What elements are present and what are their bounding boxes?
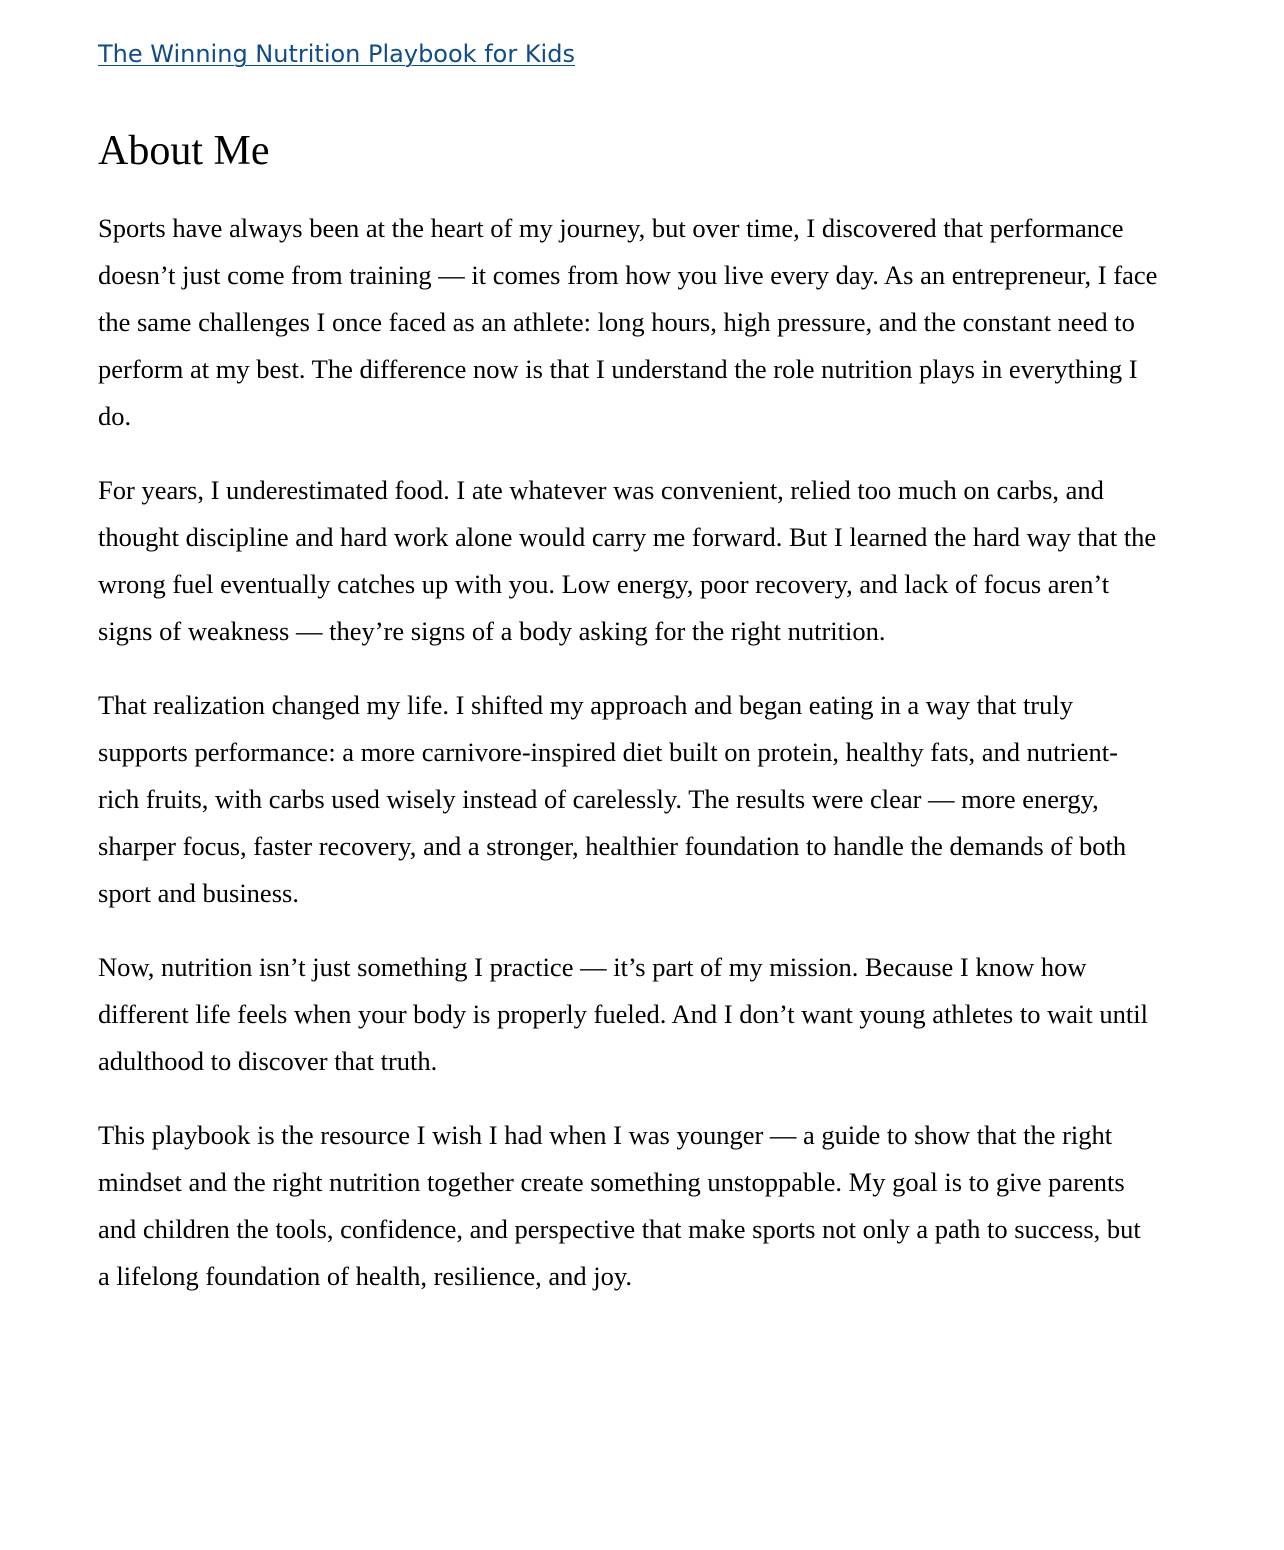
paragraph-5: This playbook is the resource I wish I had when I was younger — a guide to show that the right mindset and the right nutrition together create something unstoppable. My goal is to give parents and children the tools, confidence, and perspective that make sports not only a path to success, but a lifelong foundation of health, resilience, and joy. xyxy=(98,1120,1141,1291)
paragraph-4: Now, nutrition isn’t just something I practice — it’s part of my mission. Because I know how different life feels when your body is properly fueled. And I don’t want young athletes to wait until adulthood to discover that truth. xyxy=(98,952,1148,1076)
about-body xyxy=(98,205,1158,1327)
paragraph-2: For years, I underestimated food. I ate whatever was convenient, relied too much on carbs, and thought discipline and hard work alone would carry me forward. But I learned the hard way that the wrong fuel eventually catches up with you. Low energy, poor recovery, and lack of focus aren’t signs of weakness — they’re signs of a body asking for the right nutrition. xyxy=(98,475,1157,646)
page-title: About Me xyxy=(98,128,270,174)
paragraph-1: Sports have always been at the heart of my journey, but over time, I discovered that performance doesn’t just come from training — it comes from how you live every day. As an entrepreneur, I face the same challenges I once faced as an athlete: long hours, high pressure, and the constant need to perform at my best. The difference now is that I understand the role nutrition plays in everything I do. xyxy=(98,213,1158,431)
book-title-link[interactable]: The Winning Nutrition Playbook for Kids xyxy=(98,40,575,68)
paragraph-3: That realization changed my life. I shifted my approach and began eating in a way that truly supports performance: a more carnivore-inspired diet built on protein, healthy fats, and nutrient-rich fruits, with carbs used wisely instead of carelessly. The results were clear — more energy, sharper focus, faster recovery, and a stronger, healthier foundation to handle the demands of both sport and business. xyxy=(98,690,1127,908)
